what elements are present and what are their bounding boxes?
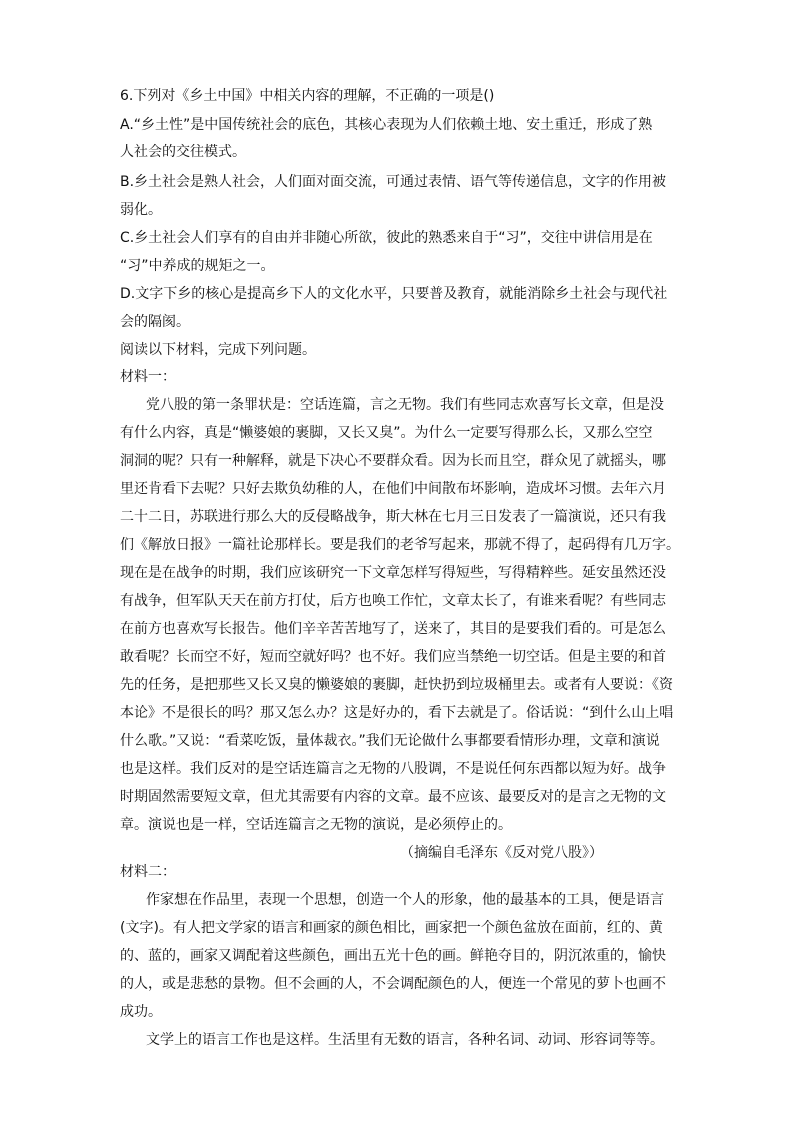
question-6-option-c-line-1: C.乡土社会人们享有的自由并非随心所欲，彼此的熟悉来自于“习”，交往中讲信用是在 <box>120 230 653 246</box>
material-2-line: 成功。 <box>120 1004 162 1020</box>
question-6-option-a-line-1: A.“乡土性”是中国传统社会的底色，其核心表现为人们依赖土地、安土重迁，形成了熟 <box>120 117 653 133</box>
material-1-line: 二十二日，苏联进行那么大的反侵略战争，斯大林在七月三日发表了一篇演说，还只有我 <box>120 509 666 525</box>
material-1-line: 先的任务，是把那些又长又臭的懒婆娘的裹脚，赶快扔到垃圾桶里去。或者有人要说：《资 <box>120 677 673 693</box>
material-2-line: 作家想在作品里，表现一个思想，创造一个人的形象，他的最基本的工具，便是语言 <box>146 892 664 908</box>
material-2-line: (文字)。有人把文学家的语言和画家的颜色相比，画家把一个颜色盆放在面前，红的、黄 <box>120 920 663 936</box>
reading-instruction: 阅读以下材料，完成下列问题。 <box>120 342 316 358</box>
material-2-line: 的人，或是悲愁的景物。但不会画的人，不会调配颜色的人，便连一个常见的萝卜也画不 <box>120 976 666 992</box>
material-2-heading: 材料二： <box>120 864 176 880</box>
question-6-option-d-line-2: 会的隔阂。 <box>120 314 190 330</box>
question-6-option-b-line-2: 弱化。 <box>120 202 162 218</box>
material-2-line: 文学上的语言工作也是这样。生活里有无数的语言，各种名词、动词、形容词等等。 <box>146 1032 664 1048</box>
material-1-line: 敢看呢？长而空不好，短而空就好吗？也不好。我们应当禁绝一切空话。但是主要的和首 <box>120 649 666 665</box>
material-1-line: 时期固然需要短文章，但尤其需要有内容的文章。最不应该、最要反对的是言之无物的文 <box>120 789 666 805</box>
material-1-line: 现在是在战争的时期，我们应该研究一下文章怎样写得短些，写得精粹些。延安虽然还没 <box>120 565 666 581</box>
question-6-option-b-line-1: B.乡土社会是熟人社会，人们面对面交流，可通过表情、语气等传递信息，文字的作用被 <box>120 174 667 190</box>
material-2-line: 的、蓝的，画家又调配着这些颜色，画出五光十色的画。鲜艳夺目的，阴沉浓重的，愉快 <box>120 948 666 964</box>
material-1-line: 什么歌。”又说：“看菜吃饭，量体裁衣。”我们无论做什么事都要看情形办理，文章和演说 <box>120 733 660 749</box>
material-1-line: 本论》不是很长的吗？那又怎么办？这是好办的，看下去就是了。俗话说：“到什么山上唱 <box>120 705 674 721</box>
material-1-line: 章。演说也是一样，空话连篇言之无物的演说，是必须停止的。 <box>120 817 512 833</box>
material-1-source: （摘编自毛泽东《反对党八股》） <box>400 845 603 861</box>
question-6-option-d-line-1: D.文字下乡的核心是提高乡下人的文化水平，只要普及教育，就能消除乡土社会与现代社 <box>120 286 668 302</box>
material-1-line: 洞洞的呢？只有一种解释，就是下决心不要群众看。因为长而且空，群众见了就摇头，哪 <box>120 453 666 469</box>
material-1-line: 在前方也喜欢写长报告。他们辛辛苦苦地写了，送来了，其目的是要我们看的。可是怎么 <box>120 621 666 637</box>
material-1-line: 党八股的第一条罪状是：空话连篇，言之无物。我们有些同志欢喜写长文章，但是没 <box>146 397 664 413</box>
material-1-line: 们《解放日报》一篇社论那样长。要是我们的老爷写起来，那就不得了，起码得有几万字。 <box>120 537 680 553</box>
material-1-heading: 材料一： <box>120 369 176 385</box>
material-1-line: 有什么内容，真是“懒婆娘的裹脚，又长又臭”。为什么一定要写得那么长，又那么空空 <box>120 425 653 441</box>
question-6-option-a-line-2: 人社会的交往模式。 <box>120 144 246 160</box>
question-6-stem: 6.下列对《乡土中国》中相关内容的理解，不正确的一项是() <box>120 88 495 104</box>
question-6-option-c-line-2: “习”中养成的规矩之一。 <box>120 258 275 274</box>
material-1-line: 有战争，但军队天天在前方打仗，后方也唤工作忙，文章太长了，有谁来看呢？有些同志 <box>120 593 666 609</box>
material-1-line: 也是这样。我们反对的是空话连篇言之无物的八股调，不是说任何东西都以短为好。战争 <box>120 761 666 777</box>
material-1-line: 里还肯看下去呢？只好去欺负幼稚的人，在他们中间散布坏影响，造成坏习惯。去年六月 <box>120 481 666 497</box>
